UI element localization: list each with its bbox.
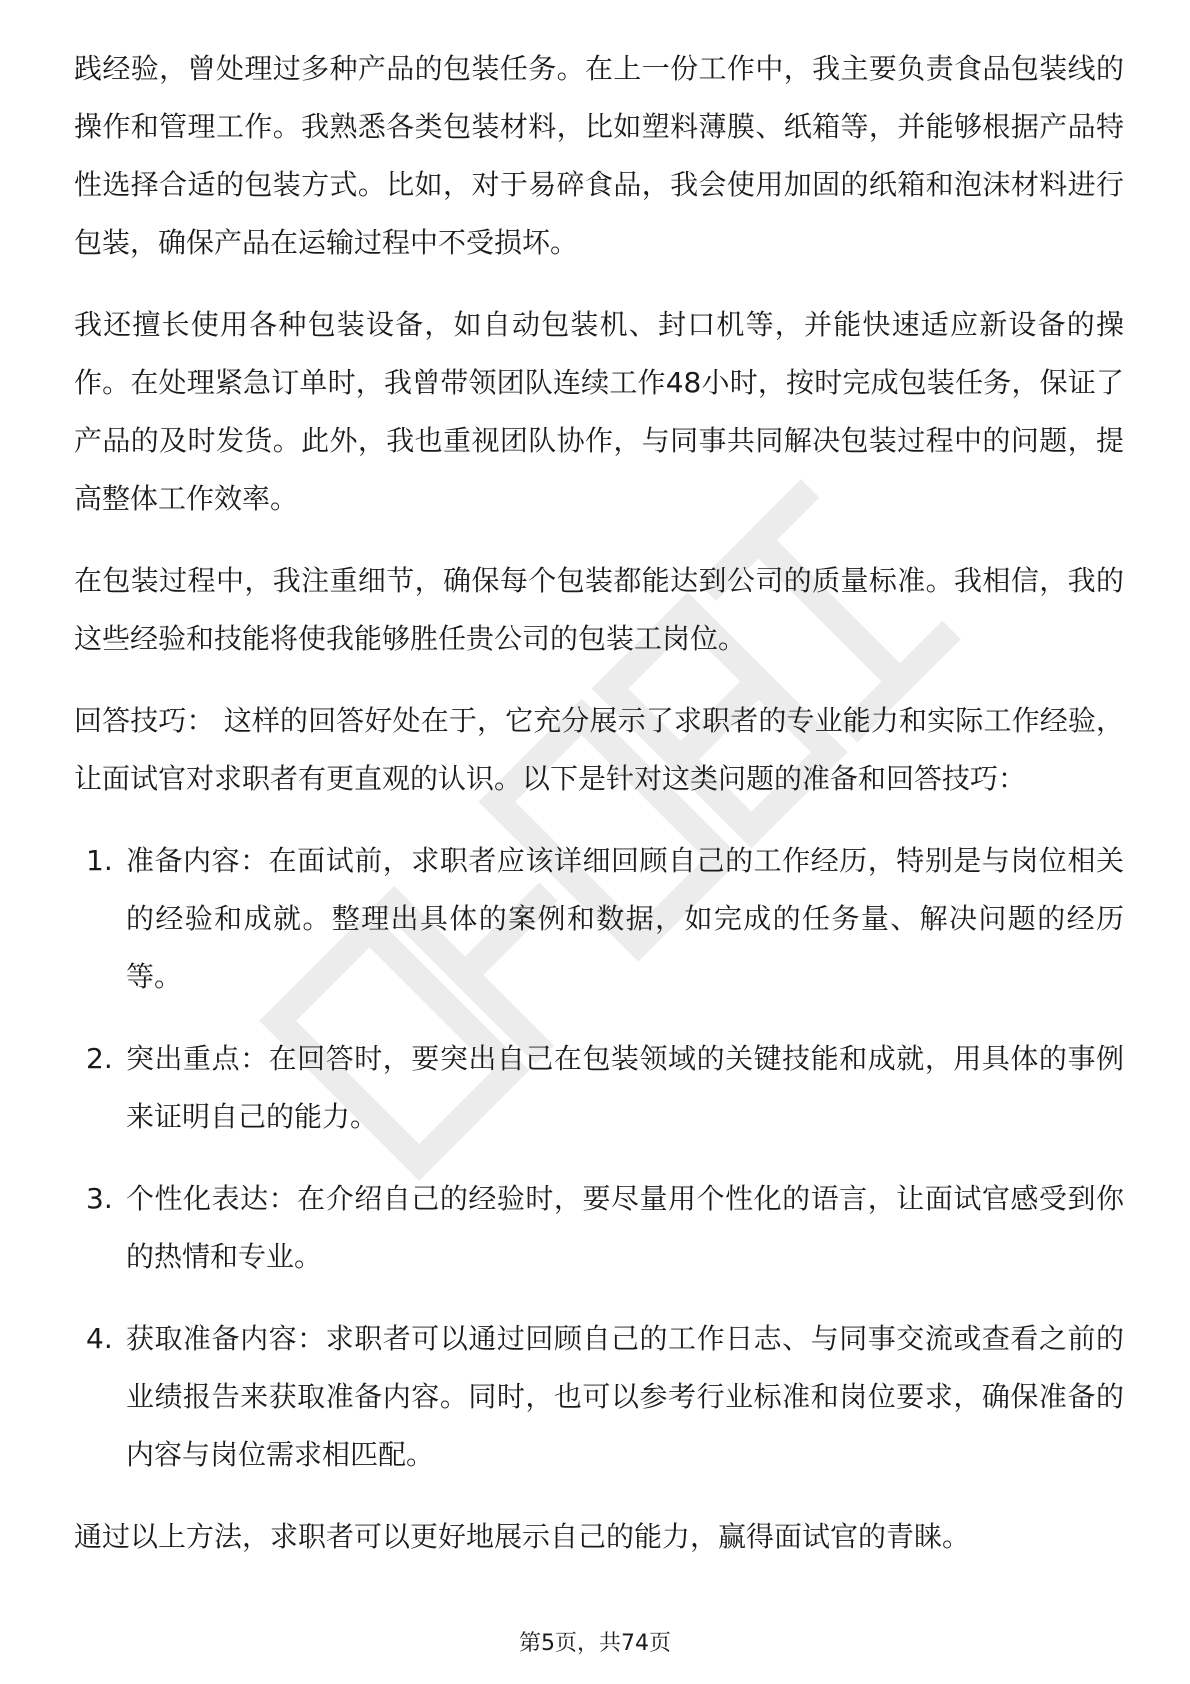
paragraph-closing: 通过以上方法，求职者可以更好地展示自己的能力，赢得面试官的青睐。 — [74, 1520, 971, 1553]
list-item — [74, 1030, 1124, 1146]
tips-list — [74, 832, 1124, 1484]
list-item-number: 2. — [86, 1042, 113, 1075]
paragraph-details: 在包装过程中，我注重细节，确保每个包装都能达到公司的质量标准。我相信，我的这些经验和技能将使我能够胜任贵公司的包装工岗位。 — [74, 564, 1124, 655]
page-number-footer: 第5页，共74页 — [519, 1631, 671, 1656]
list-item-number: 3. — [86, 1182, 113, 1215]
list-item — [74, 1310, 1124, 1484]
list-item-text: 个性化表达：在介绍自己的经验时，要尽量用个性化的语言，让面试官感受到你的热情和专业。 — [126, 1182, 1124, 1273]
list-item-text: 获取准备内容：求职者可以通过回顾自己的工作日志、与同事交流或查看之前的业绩报告来获取准备内容。同时，也可以参考行业标准和岗位要求，确保准备的内容与岗位需求相匹配。 — [126, 1322, 1124, 1471]
list-item — [74, 832, 1124, 1006]
paragraph-tips-intro: 回答技巧： 这样的回答好处在于，它充分展示了求职者的专业能力和实际工作经验，让面试官对求职者有更直观的认识。以下是针对这类问题的准备和回答技巧： — [74, 704, 1124, 795]
list-item-text: 准备内容：在面试前，求职者应该详细回顾自己的工作经历，特别是与岗位相关的经验和成就。整理出具体的案例和数据，如完成的任务量、解决问题的经历等。 — [126, 844, 1124, 993]
list-item-text: 突出重点：在回答时，要突出自己在包装领域的关键技能和成就，用具体的事例来证明自己的能力。 — [126, 1042, 1124, 1133]
list-item-number: 1. — [86, 844, 113, 877]
document-body — [74, 40, 1124, 1590]
list-item-number: 4. — [86, 1322, 113, 1355]
paragraph-equipment: 我还擅长使用各种包装设备，如自动包装机、封口机等，并能快速适应新设备的操作。在处理紧急订单时，我曾带领团队连续工作48小时，按时完成包装任务，保证了产品的及时发货。此外，我也重视团队协作，与同事共同解决包装过程中的问题，提高整体工作效率。 — [74, 308, 1124, 515]
list-item — [74, 1170, 1124, 1286]
paragraph-experience: 践经验，曾处理过多种产品的包装任务。在上一份工作中，我主要负责食品包装线的操作和管理工作。我熟悉各类包装材料，比如塑料薄膜、纸箱等，并能够根据产品特性选择合适的包装方式。比如，对于易碎食品，我会使用加固的纸箱和泡沫材料进行包装，确保产品在运输过程中不受损坏。 — [74, 52, 1124, 259]
